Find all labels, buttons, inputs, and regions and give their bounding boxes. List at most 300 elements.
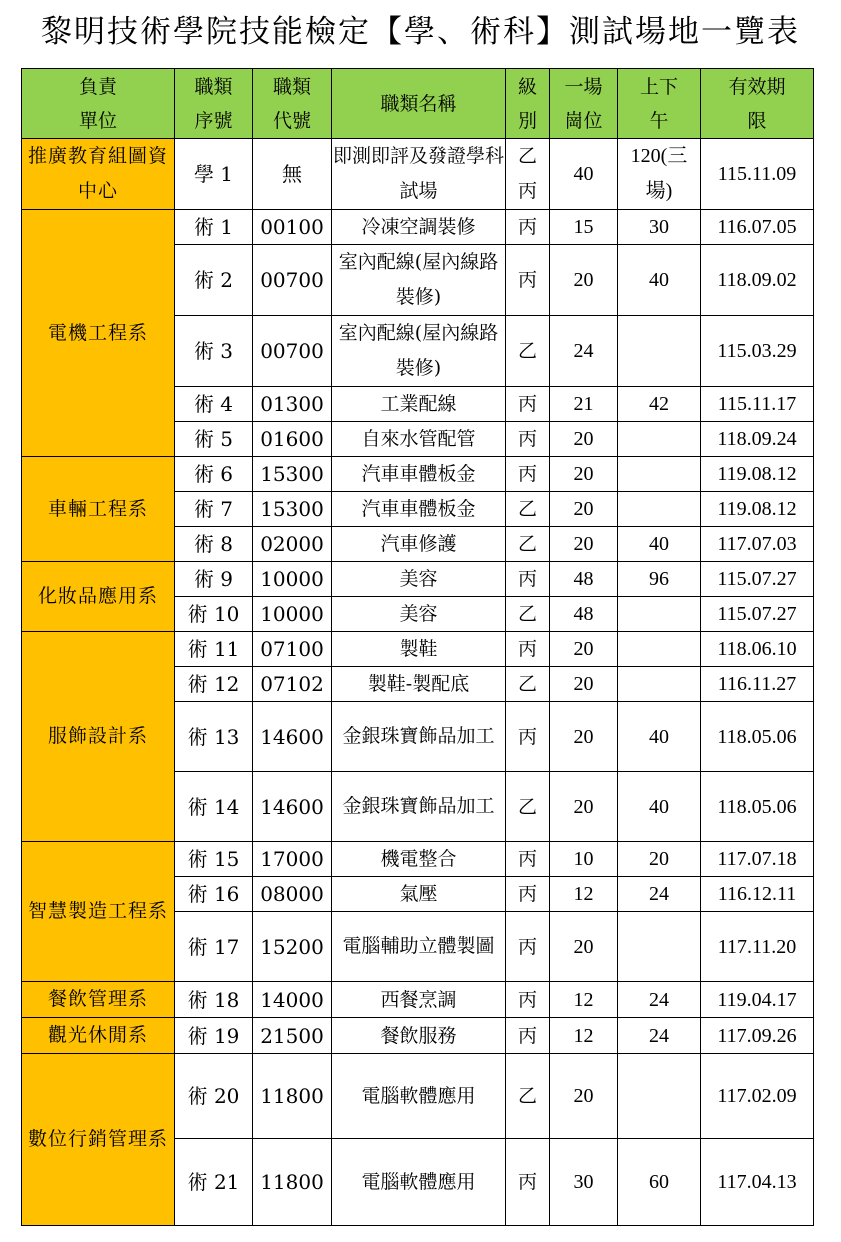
cell-code — [253, 877, 332, 912]
cell-text: 24 — [649, 883, 669, 905]
cell-text: 術 10 — [187, 602, 240, 626]
cell-text: 40 — [649, 533, 669, 555]
cell-code — [253, 1018, 332, 1054]
cell-text: 21 — [573, 393, 594, 415]
cell-text: 工業配線 — [380, 393, 457, 415]
cell-seq — [175, 457, 253, 492]
cell-ampm — [618, 1018, 701, 1054]
cell-name — [332, 1018, 506, 1054]
cell-text: 電腦軟體應用 — [361, 1085, 476, 1107]
header-code: 職類 代號 — [253, 69, 332, 139]
department-cell: 電機工程系 — [22, 210, 175, 457]
header-expiry: 有效期 限 — [701, 69, 814, 139]
cell-code — [253, 982, 332, 1018]
cell-ampm — [618, 245, 701, 316]
cell-seq — [175, 139, 253, 210]
cell-text: 40 — [649, 795, 669, 818]
cell-ampm — [618, 702, 701, 772]
cell-level — [506, 597, 550, 632]
cell-level — [506, 562, 550, 597]
cell-text: 96 — [649, 568, 669, 590]
cell-text: 116.11.27 — [717, 673, 797, 695]
cell-ampm — [618, 772, 701, 842]
cell-text: 20 — [573, 638, 594, 660]
department-cell: 餐飲管理系 — [22, 982, 175, 1018]
cell-slots — [550, 597, 618, 632]
cell-slots — [550, 772, 618, 842]
cell-code — [253, 702, 332, 772]
cell-text: 丙 — [517, 883, 537, 905]
cell-level — [506, 139, 550, 210]
cell-slots — [550, 422, 618, 457]
cell-level — [506, 667, 550, 702]
header-level: 級 別 — [506, 69, 550, 139]
cell-text: 汽車修護 — [380, 533, 457, 555]
table-body — [22, 139, 814, 1226]
cell-text: 術 6 — [193, 462, 234, 486]
cell-code — [253, 842, 332, 877]
cell-expiry — [701, 422, 814, 457]
cell-expiry — [701, 877, 814, 912]
cell-seq — [175, 632, 253, 667]
cell-text: 製鞋-製配底 — [367, 673, 470, 695]
cell-code — [253, 667, 332, 702]
cell-text: 40 — [649, 269, 669, 291]
cell-ampm — [618, 387, 701, 422]
page-title: 黎明技術學院技能檢定【學、術科】測試場地一覽表 — [41, 14, 800, 50]
table-row — [22, 210, 814, 245]
cell-text: 冷凍空調裝修 — [361, 216, 476, 238]
cell-name — [332, 422, 506, 457]
cell-text: 術 16 — [187, 882, 240, 906]
cell-level — [506, 632, 550, 667]
cell-ampm — [618, 842, 701, 877]
cell-text: 14600 — [260, 794, 324, 819]
cell-ampm — [618, 562, 701, 597]
cell-level — [506, 1054, 550, 1139]
cell-text: 12 — [573, 1024, 594, 1047]
cell-text: 乙 — [517, 498, 537, 520]
cell-seq — [175, 667, 253, 702]
header-seq: 職類 序號 — [175, 69, 253, 139]
cell-ampm — [618, 422, 701, 457]
cell-text: 14600 — [260, 724, 324, 749]
cell-text: 01600 — [260, 427, 324, 451]
cell-ampm — [618, 1054, 701, 1139]
cell-ampm — [618, 139, 701, 210]
cell-text: 乙 — [517, 603, 537, 625]
cell-slots — [550, 842, 618, 877]
cell-seq — [175, 527, 253, 562]
cell-slots — [550, 139, 618, 210]
cell-expiry — [701, 1139, 814, 1226]
cell-code — [253, 245, 332, 316]
cell-text: 無 — [282, 162, 302, 186]
cell-text: 15300 — [260, 497, 324, 521]
cell-text: 07102 — [260, 672, 324, 696]
cell-level — [506, 316, 550, 387]
cell-ampm — [618, 912, 701, 982]
cell-text: 08000 — [260, 882, 324, 906]
cell-expiry — [701, 527, 814, 562]
cell-text: 乙 — [517, 340, 537, 362]
cell-name — [332, 1054, 506, 1139]
cell-expiry — [701, 982, 814, 1018]
cell-slots — [550, 316, 618, 387]
cell-ampm — [618, 632, 701, 667]
cell-slots — [550, 702, 618, 772]
cell-text: 術 14 — [187, 794, 240, 819]
cell-text: 術 7 — [193, 497, 234, 521]
cell-name — [332, 632, 506, 667]
cell-text: 10 — [573, 848, 594, 870]
department-cell: 服飾設計系 — [22, 632, 175, 842]
cell-text: 20 — [649, 848, 669, 870]
venue-table — [21, 68, 814, 1226]
cell-text: 學 1 — [193, 162, 234, 186]
cell-slots — [550, 1054, 618, 1139]
table-row — [22, 982, 814, 1018]
cell-code — [253, 422, 332, 457]
department-cell: 智慧製造工程系 — [22, 842, 175, 982]
cell-text: 48 — [573, 568, 594, 590]
cell-text: 丙 — [517, 568, 537, 590]
cell-text: 術 15 — [187, 847, 240, 871]
cell-level — [506, 1018, 550, 1054]
cell-ampm — [618, 667, 701, 702]
cell-text: 115.03.29 — [717, 340, 797, 362]
cell-ampm — [618, 316, 701, 387]
cell-code — [253, 1054, 332, 1139]
cell-seq — [175, 842, 253, 877]
cell-text: 丙 — [517, 1024, 537, 1047]
cell-text: 術 12 — [187, 672, 240, 696]
cell-text: 20 — [573, 463, 594, 485]
cell-text: 丙 — [517, 216, 537, 238]
cell-name — [332, 597, 506, 632]
cell-text: 15300 — [260, 462, 324, 486]
cell-text: 20 — [573, 935, 594, 958]
cell-text: 餐飲服務 — [380, 1024, 457, 1047]
cell-text: 17000 — [260, 847, 324, 871]
cell-name — [332, 982, 506, 1018]
cell-text: 117.04.13 — [717, 1171, 797, 1193]
cell-text: 美容 — [399, 603, 438, 625]
table-row — [22, 1018, 814, 1054]
department-cell: 觀光休閒系 — [22, 1018, 175, 1054]
department-cell: 化妝品應用系 — [22, 562, 175, 632]
cell-text: 製鞋 — [399, 638, 438, 660]
cell-text: 15 — [573, 216, 594, 238]
cell-seq — [175, 562, 253, 597]
cell-text: 117.02.09 — [717, 1085, 797, 1107]
cell-name — [332, 492, 506, 527]
cell-level — [506, 422, 550, 457]
cell-code — [253, 457, 332, 492]
cell-text: 48 — [573, 603, 594, 625]
cell-text: 00100 — [260, 215, 324, 239]
cell-text: 10000 — [260, 602, 324, 626]
cell-level — [506, 492, 550, 527]
cell-slots — [550, 457, 618, 492]
cell-seq — [175, 982, 253, 1018]
cell-text: 術 2 — [193, 268, 234, 292]
cell-text: 術 17 — [187, 934, 240, 959]
cell-slots — [550, 492, 618, 527]
cell-text: 40 — [573, 163, 594, 185]
cell-name — [332, 667, 506, 702]
cell-level — [506, 702, 550, 772]
cell-text: 電腦輔助立體製圖 — [342, 935, 495, 957]
cell-text: 119.08.12 — [717, 463, 797, 485]
cell-code — [253, 527, 332, 562]
cell-text: 115.11.17 — [717, 393, 797, 415]
table-row — [22, 842, 814, 877]
cell-code — [253, 912, 332, 982]
cell-level — [506, 912, 550, 982]
cell-text: 自來水管配管 — [361, 428, 476, 450]
cell-text: 丙 — [517, 725, 537, 748]
cell-text: 術 21 — [187, 1170, 240, 1194]
cell-code — [253, 597, 332, 632]
cell-slots — [550, 877, 618, 912]
cell-text: 118.05.06 — [717, 725, 797, 748]
cell-text: 117.07.03 — [717, 533, 797, 555]
cell-slots — [550, 527, 618, 562]
cell-slots — [550, 562, 618, 597]
cell-text: 117.09.26 — [717, 1024, 797, 1047]
cell-level — [506, 527, 550, 562]
cell-seq — [175, 912, 253, 982]
cell-code — [253, 139, 332, 210]
cell-text: 丙 — [517, 269, 537, 291]
cell-text: 10000 — [260, 567, 324, 591]
header-ampm: 上下 午 — [618, 69, 701, 139]
cell-text: 30 — [573, 1171, 594, 1193]
cell-text: 20 — [573, 795, 594, 818]
table-row — [22, 1054, 814, 1139]
cell-code — [253, 492, 332, 527]
cell-text: 00700 — [260, 268, 324, 292]
cell-text: 20 — [573, 533, 594, 555]
cell-expiry — [701, 1054, 814, 1139]
cell-text: 119.08.12 — [717, 498, 797, 520]
cell-ampm — [618, 1139, 701, 1226]
cell-text: 118.06.10 — [717, 638, 797, 660]
cell-name — [332, 210, 506, 245]
cell-expiry — [701, 139, 814, 210]
cell-slots — [550, 1139, 618, 1226]
cell-ampm — [618, 527, 701, 562]
cell-seq — [175, 702, 253, 772]
cell-expiry — [701, 1018, 814, 1054]
cell-text: 丙 — [517, 848, 537, 870]
cell-text: 丙 — [517, 428, 537, 450]
cell-seq — [175, 245, 253, 316]
cell-name — [332, 1139, 506, 1226]
cell-name — [332, 842, 506, 877]
cell-text: 術 20 — [187, 1084, 240, 1108]
cell-text: 118.05.06 — [717, 795, 797, 818]
header-unit: 負責 單位 — [22, 69, 175, 139]
cell-ampm — [618, 877, 701, 912]
cell-name — [332, 912, 506, 982]
cell-level — [506, 210, 550, 245]
cell-text: 術 8 — [193, 532, 234, 556]
cell-slots — [550, 982, 618, 1018]
cell-text: 20 — [573, 428, 594, 450]
table-row — [22, 632, 814, 667]
cell-level — [506, 877, 550, 912]
cell-slots — [550, 245, 618, 316]
cell-text: 金銀珠寶飾品加工 — [342, 795, 495, 817]
cell-name — [332, 877, 506, 912]
cell-seq — [175, 597, 253, 632]
cell-name — [332, 527, 506, 562]
cell-text: 120(三場) — [630, 145, 688, 202]
cell-code — [253, 772, 332, 842]
cell-slots — [550, 912, 618, 982]
cell-text: 汽車車體板金 — [361, 463, 476, 485]
cell-seq — [175, 210, 253, 245]
cell-name — [332, 387, 506, 422]
cell-slots — [550, 632, 618, 667]
cell-text: 12 — [573, 883, 594, 905]
cell-text: 20 — [573, 498, 594, 520]
cell-text: 即測即評及發證學科試場 — [333, 145, 505, 202]
cell-expiry — [701, 457, 814, 492]
cell-expiry — [701, 702, 814, 772]
cell-slots — [550, 210, 618, 245]
cell-text: 乙丙 — [517, 145, 537, 202]
cell-text: 118.09.24 — [717, 428, 797, 450]
cell-ampm — [618, 210, 701, 245]
cell-text: 術 19 — [187, 1023, 240, 1048]
cell-level — [506, 387, 550, 422]
cell-text: 室內配線(屋內線路裝修) — [338, 322, 499, 379]
cell-text: 12 — [573, 988, 594, 1011]
cell-level — [506, 982, 550, 1018]
cell-expiry — [701, 912, 814, 982]
cell-text: 術 5 — [193, 427, 234, 451]
cell-text: 術 1 — [193, 215, 234, 239]
header-slots: 一場 崗位 — [550, 69, 618, 139]
cell-text: 20 — [573, 725, 594, 748]
cell-text: 30 — [649, 216, 669, 238]
cell-text: 乙 — [517, 1085, 537, 1107]
cell-ampm — [618, 492, 701, 527]
cell-expiry — [701, 492, 814, 527]
cell-text: 11800 — [260, 1170, 324, 1194]
cell-seq — [175, 877, 253, 912]
cell-expiry — [701, 842, 814, 877]
cell-name — [332, 702, 506, 772]
table-row — [22, 562, 814, 597]
header-name: 職類名稱 — [332, 69, 506, 139]
cell-code — [253, 632, 332, 667]
cell-text: 術 18 — [187, 987, 240, 1012]
cell-text: 美容 — [399, 568, 438, 590]
cell-text: 機電整合 — [380, 848, 457, 870]
cell-text: 60 — [649, 1171, 669, 1193]
cell-text: 術 4 — [193, 392, 234, 416]
cell-text: 西餐烹調 — [380, 988, 457, 1011]
cell-text: 室內配線(屋內線路裝修) — [338, 251, 499, 308]
cell-expiry — [701, 632, 814, 667]
cell-text: 117.11.20 — [717, 935, 797, 958]
cell-text: 丙 — [517, 935, 537, 958]
cell-text: 金銀珠寶飾品加工 — [342, 725, 495, 747]
cell-seq — [175, 387, 253, 422]
cell-text: 40 — [649, 725, 669, 748]
cell-expiry — [701, 597, 814, 632]
cell-text: 42 — [649, 393, 669, 415]
cell-text: 115.11.09 — [717, 163, 797, 185]
cell-name — [332, 562, 506, 597]
cell-slots — [550, 387, 618, 422]
cell-text: 乙 — [517, 795, 537, 818]
table-row — [22, 457, 814, 492]
cell-text: 丙 — [517, 988, 537, 1011]
cell-text: 14000 — [260, 987, 324, 1012]
cell-name — [332, 316, 506, 387]
cell-ampm — [618, 597, 701, 632]
department-cell: 車輛工程系 — [22, 457, 175, 562]
cell-seq — [175, 1018, 253, 1054]
cell-code — [253, 210, 332, 245]
department-cell: 推廣教育組圖資中心 — [22, 139, 175, 210]
cell-level — [506, 457, 550, 492]
cell-seq — [175, 1139, 253, 1226]
cell-level — [506, 772, 550, 842]
cell-ampm — [618, 457, 701, 492]
cell-text: 00700 — [260, 339, 324, 363]
cell-level — [506, 245, 550, 316]
cell-text: 118.09.02 — [717, 269, 797, 291]
cell-seq — [175, 772, 253, 842]
cell-name — [332, 245, 506, 316]
cell-text: 24 — [649, 988, 669, 1011]
cell-expiry — [701, 772, 814, 842]
cell-text: 21500 — [260, 1023, 324, 1048]
department-cell: 數位行銷管理系 — [22, 1054, 175, 1226]
cell-expiry — [701, 316, 814, 387]
cell-text: 116.12.11 — [717, 883, 797, 905]
cell-expiry — [701, 210, 814, 245]
cell-text: 02000 — [260, 532, 324, 556]
cell-text: 24 — [649, 1024, 669, 1047]
cell-text: 術 9 — [193, 567, 234, 591]
cell-code — [253, 562, 332, 597]
cell-text: 24 — [573, 340, 594, 362]
cell-text: 01300 — [260, 392, 324, 416]
cell-text: 15200 — [260, 934, 324, 959]
cell-name — [332, 457, 506, 492]
cell-text: 丙 — [517, 393, 537, 415]
cell-text: 氣壓 — [399, 883, 438, 905]
cell-text: 術 3 — [193, 339, 234, 363]
cell-seq — [175, 1054, 253, 1139]
cell-expiry — [701, 245, 814, 316]
cell-slots — [550, 1018, 618, 1054]
cell-text: 117.07.18 — [717, 848, 797, 870]
cell-ampm — [618, 982, 701, 1018]
cell-text: 丙 — [517, 638, 537, 660]
cell-name — [332, 139, 506, 210]
cell-code — [253, 1139, 332, 1226]
cell-text: 丙 — [517, 463, 537, 485]
cell-text: 20 — [573, 269, 594, 291]
